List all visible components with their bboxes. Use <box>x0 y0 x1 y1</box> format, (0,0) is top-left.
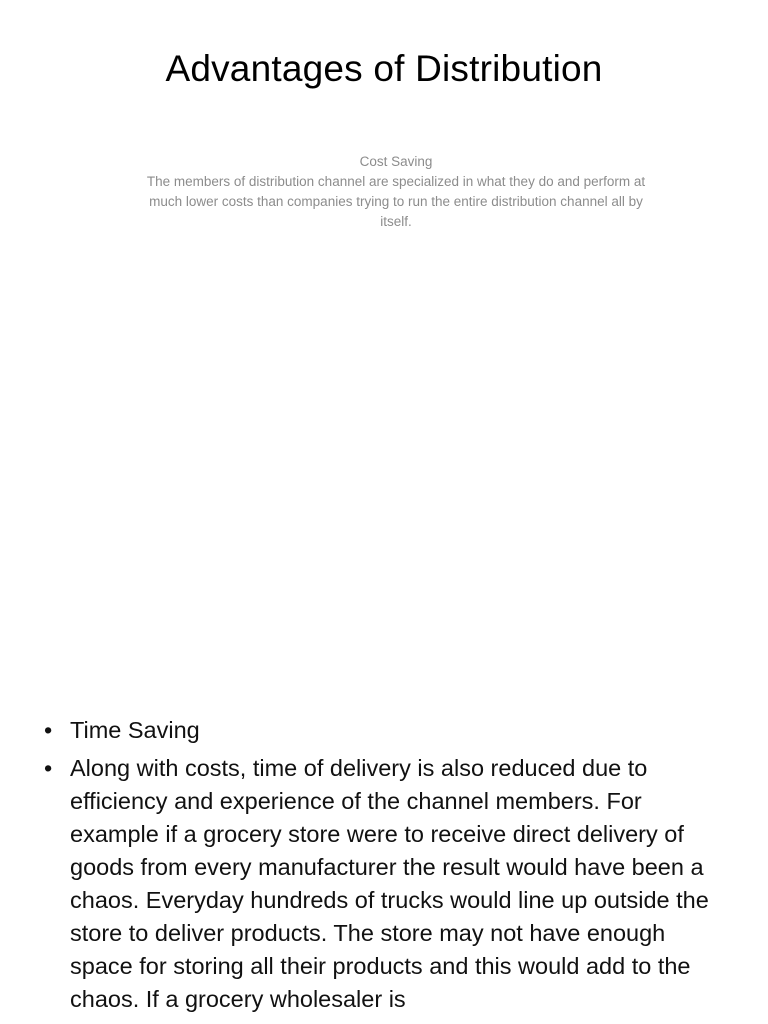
subtitle-block <box>140 152 652 232</box>
bullet-item <box>44 714 724 747</box>
bullet-text: Along with costs, time of delivery is also reduced due to efficiency and experience of the channel members. For example if a grocery store were to receive direct delivery of goods from every manufacturer the result would have been a chaos. Everyday hundreds of trucks would line up outside the store to deliver products. The store may not have enough space for storing all their products and this would add to the chaos. If a grocery wholesaler is <box>70 755 709 1012</box>
slide-title: Advantages of Distribution <box>165 48 603 89</box>
subtitle-text: The members of distribution channel are specialized in what they do and perform at much lower costs than companies trying to run the entire distribution channel all by itself. <box>146 174 646 229</box>
bullet-icon: • <box>44 717 53 743</box>
bullet-text: Time Saving <box>70 717 200 743</box>
bullet-item <box>44 752 724 1016</box>
bullet-icon: • <box>44 755 53 781</box>
subtitle-heading: Cost Saving <box>359 154 433 169</box>
bullet-list <box>44 714 724 1021</box>
